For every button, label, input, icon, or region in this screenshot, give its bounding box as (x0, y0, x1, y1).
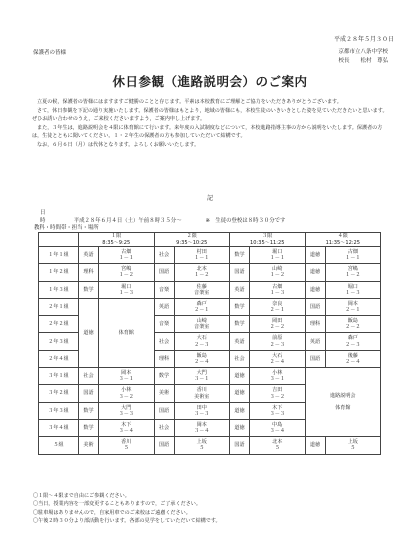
subject-cell: 国語 (305, 298, 325, 315)
class-cell: ２年１組 (39, 298, 79, 315)
schedule-datetime (40, 208, 285, 224)
body-text (32, 98, 390, 149)
table-row (39, 368, 381, 385)
subject-cell: 理科 (79, 264, 99, 281)
teacher-room-cell: 小林 ３－１ (250, 368, 306, 385)
subject-cell: 美術 (154, 385, 174, 402)
subject-cell: 道徳 (230, 419, 250, 436)
subject-cell: 数学 (79, 402, 99, 419)
datetime-label: 日 時 (40, 210, 63, 224)
table-row (39, 247, 381, 264)
subject-cell: 国語 (230, 437, 250, 454)
teacher-room-cell: 堀口 １－３ (99, 281, 155, 298)
subject-cell: 社会 (79, 368, 99, 385)
addressee: 保護者の皆様 (33, 50, 67, 56)
subject-cell: 数学 (79, 419, 99, 436)
subject-cell: 美術 (79, 437, 99, 454)
subject-cell: 道徳 (305, 437, 325, 454)
subject-cell: 社会 (154, 333, 174, 350)
subject-cell: 道徳 (305, 281, 325, 298)
subject-cell: 数学 (79, 281, 99, 298)
subject-cell: 社会 (154, 419, 174, 436)
subject-cell: 理科 (154, 350, 174, 367)
period-header: ３限 10:35～11:25 (230, 233, 306, 247)
subject-cell: 数学 (154, 368, 174, 385)
note-item: 〇駐車場はありませんので，自家用車でのご来校はご遠慮ください。 (33, 509, 191, 516)
teacher-room-cell: 堀口 １－３ (325, 281, 381, 298)
teacher-room-cell: 大石 ２－３ (174, 333, 230, 350)
table-row (39, 264, 381, 281)
document-date: 平成２８年５月３０日 (333, 36, 394, 43)
datetime-note: ※ 生徒の登校は８時３０分です (205, 218, 286, 224)
subject-cell: 国語 (79, 385, 99, 402)
ki-heading: 記 (206, 195, 213, 202)
subject-cell: 英語 (79, 247, 99, 264)
subject-cell: 英語 (305, 333, 325, 350)
subject-cell: 理科 (305, 316, 325, 333)
teacher-room-cell: 森戸 ２－３ (325, 333, 381, 350)
teacher-room-cell: 岡本 ２－１ (325, 298, 381, 315)
teacher-room-cell: 木下 ３－３ (250, 402, 306, 419)
page-title: 休日参観（進路説明会）のご案内 (112, 74, 308, 89)
subject-cell: 音楽 (154, 316, 174, 333)
period-header: ２限 9:35～10:25 (154, 233, 230, 247)
teacher-room-cell: 古畑 １－１ (99, 247, 155, 264)
subject-cell: 国語 (154, 402, 174, 419)
teacher-room-cell: 大門 ３－３ (99, 402, 155, 419)
teacher-room-cell: 後藤 ２－４ (325, 350, 381, 367)
teacher-room-cell: 岡本 ３－４ (174, 419, 230, 436)
teacher-room-cell: 岡本 ３－１ (99, 368, 155, 385)
teacher-room-cell: 大門 ３－１ (174, 368, 230, 385)
subject-cell: 国語 (154, 437, 174, 454)
subject-cell: 英語 (230, 333, 250, 350)
teacher-room-cell: 上坂 ５ (325, 437, 381, 454)
subject-cell: 英語 (154, 298, 174, 315)
class-cell: ３年３組 (39, 402, 79, 419)
class-cell: １年３組 (39, 281, 79, 298)
merged-place-cell: 体育館 (99, 298, 155, 367)
teacher-room-cell: 堀口 １－１ (250, 247, 306, 264)
merged-subject-cell: 道徳 (79, 298, 99, 367)
teacher-room-cell: 吉田 ３－２ (250, 385, 306, 402)
teacher-room-cell: 北本 １－２ (174, 264, 230, 281)
teacher-room-cell: 奈良 ２－１ (250, 298, 306, 315)
section-label: 教科・時間帯・担当・場所 (34, 225, 99, 231)
subject-cell: 英語 (230, 281, 250, 298)
subject-cell: 社会 (154, 247, 174, 264)
subject-cell: 数学 (230, 247, 250, 264)
teacher-room-cell: 飯島 ２－２ (325, 316, 381, 333)
teacher-room-cell: 古畑 １－１ (325, 247, 381, 264)
teacher-room-cell: 山崎 １－２ (250, 264, 306, 281)
teacher-room-cell: 村田 １－１ (174, 247, 230, 264)
class-cell: ２年２組 (39, 316, 79, 333)
paragraph: 立夏の候，保護者の皆様にはますますご健勝のことと存じます。平素は本校教育にご理解とご協力をいただきありがとうございます。 (37, 99, 342, 105)
teacher-room-cell: 田中 ３－３ (174, 402, 230, 419)
subject-cell: 道徳 (305, 247, 325, 264)
paragraph: なお，６月６日（月）は代休となります。よろしくお願いいたします。 (37, 141, 200, 148)
teacher-room-cell: 小林 ３－２ (99, 385, 155, 402)
subject-cell: 国語 (154, 264, 174, 281)
header-corner (39, 233, 79, 247)
notes (33, 492, 221, 525)
datetime-value: 平成２８年６月４日（土）午前８時３５分～ (73, 218, 182, 224)
teacher-room-cell: 古畑 １－３ (250, 281, 306, 298)
teacher-room-cell: 岡田 ２－２ (250, 316, 306, 333)
teacher-room-cell: 上坂 ５ (174, 437, 230, 454)
class-cell: ３年４組 (39, 419, 79, 436)
subject-cell: 国語 (305, 350, 325, 367)
teacher-room-cell: 飯島 ２－４ (174, 350, 230, 367)
schedule-table (38, 232, 381, 455)
subject-cell: 数学 (230, 316, 250, 333)
class-cell: ２年４組 (39, 350, 79, 367)
teacher-room-cell: 前原 ２－３ (250, 333, 306, 350)
subject-cell: 道徳 (230, 402, 250, 419)
teacher-room-cell: 森戸 ２－１ (174, 298, 230, 315)
subject-cell: 国語 (230, 264, 250, 281)
teacher-room-cell: 佐藤 音楽室 (174, 281, 230, 298)
class-cell: ３年２組 (39, 385, 79, 402)
subject-cell: 道徳 (305, 264, 325, 281)
teacher-room-cell: 大石 ２－４ (250, 350, 306, 367)
subject-cell: 音楽 (154, 281, 174, 298)
teacher-room-cell: 宮嶋 １－２ (99, 264, 155, 281)
teacher-room-cell: 香川 美術室 (174, 385, 230, 402)
class-cell: １年２組 (39, 264, 79, 281)
teacher-room-cell: 香川 ５ (99, 437, 155, 454)
note-item: 〇１限～４限まで自由にご参観ください。 (33, 493, 130, 499)
subject-cell: 道徳 (230, 385, 250, 402)
subject-cell: 社会 (230, 350, 250, 367)
class-cell: ２年３組 (39, 333, 79, 350)
class-cell: ５組 (39, 437, 79, 454)
class-cell: ３年１組 (39, 368, 79, 385)
teacher-room-cell: 中島 ３－４ (250, 419, 306, 436)
period-header: ４限 11:35～12:25 (305, 233, 381, 247)
teacher-room-cell: 北本 ５ (250, 437, 306, 454)
table-row (39, 298, 381, 315)
paragraph: さて，休日参観を下記の通り実施いたします。保護者の皆様はもとより，地域の皆様にも，本校生徒のいきいきとした姿を見ていただきたいと思います。ぜひお誘い合わせのうえ，ご来校くださいますよう，ご案内申し上げます。 (32, 107, 388, 122)
principal-name: 校長 松村 尊弘 (338, 58, 388, 64)
teacher-room-cell: 木下 ３－４ (99, 419, 155, 436)
subject-cell: 道徳 (230, 368, 250, 385)
note-item: 〇当日，授業内容を一部変更することもありますので，ご了承ください。 (33, 501, 201, 508)
note-item: 〇午後２時３０分より部活動を行います。各部の見学をしていただいて結構です。 (33, 517, 221, 524)
teacher-room-cell: 山崎 音楽室 (174, 316, 230, 333)
paragraph: また，３年生は，進路説明会を４限に体育館にて行います。来年度の入試制度などについて，本校進路指導主事の方から説明をいたします。保護者の方は，生徒とともに聞いてください。１・２年生の保護者の方も参加していただいて結構です。 (32, 124, 383, 139)
table-row (39, 281, 381, 298)
table-row (39, 437, 381, 454)
sender-block (338, 48, 388, 66)
merged-briefing-cell: 進路説明会 体育館 (305, 368, 381, 437)
teacher-room-cell: 宮嶋 １－２ (325, 264, 381, 281)
school-name: 京都市立八条中学校 (338, 49, 388, 55)
class-cell: １年１組 (39, 247, 79, 264)
period-header: １限 8:35～9:25 (79, 233, 155, 247)
subject-cell: 数学 (230, 298, 250, 315)
